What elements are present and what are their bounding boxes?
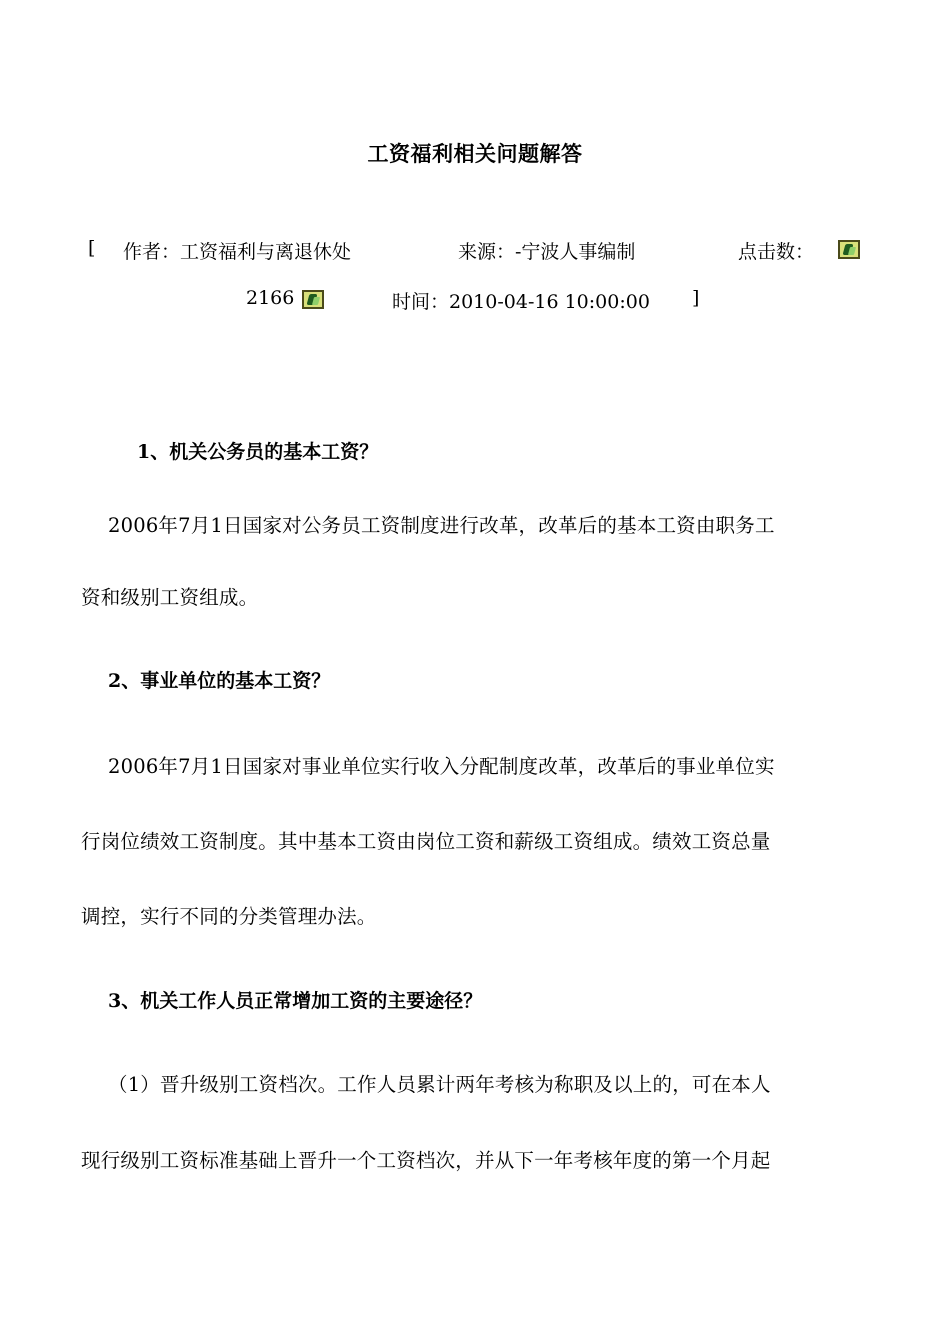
meta-clicks-label: 点击数： bbox=[738, 241, 815, 263]
meta-author: 作者：工资福利与离退休处 bbox=[123, 241, 352, 263]
page-title: 工资福利相关问题解答 bbox=[367, 141, 583, 166]
q1-paragraph-line: 资和级别工资组成。 bbox=[81, 586, 259, 609]
q2-heading: 2、事业单位的基本工资？ bbox=[108, 670, 331, 692]
counter-image-icon bbox=[838, 240, 860, 259]
meta-time: 时间：2010-04-16 10:00:00 bbox=[392, 291, 650, 313]
q3-paragraph-line: 现行级别工资标准基础上晋升一个工资档次，并从下一年考核年度的第一个月起 bbox=[81, 1149, 771, 1172]
q3-heading: 3、机关工作人员正常增加工资的主要途径？ bbox=[108, 990, 483, 1012]
meta-close-bracket: ] bbox=[692, 287, 700, 309]
q2-paragraph-line: 2006年7月1日国家对事业单位实行收入分配制度改革，改革后的事业单位实 bbox=[108, 755, 775, 778]
q1-heading: 1、机关公务员的基本工资？ bbox=[137, 441, 379, 463]
q2-paragraph-line: 调控，实行不同的分类管理办法。 bbox=[81, 905, 377, 928]
meta-clicks-value: 2166 bbox=[246, 287, 295, 309]
meta-open-bracket: [ bbox=[88, 237, 96, 259]
q3-paragraph-line: （1）晋升级别工资档次。工作人员累计两年考核为称职及以上的，可在本人 bbox=[108, 1073, 771, 1096]
q2-paragraph-line: 行岗位绩效工资制度。其中基本工资由岗位工资和薪级工资组成。绩效工资总量 bbox=[81, 830, 771, 853]
counter-image-icon bbox=[302, 290, 324, 309]
q1-paragraph-line: 2006年7月1日国家对公务员工资制度进行改革，改革后的基本工资由职务工 bbox=[108, 514, 775, 537]
meta-source: 来源：-宁波人事编制 bbox=[458, 241, 636, 263]
